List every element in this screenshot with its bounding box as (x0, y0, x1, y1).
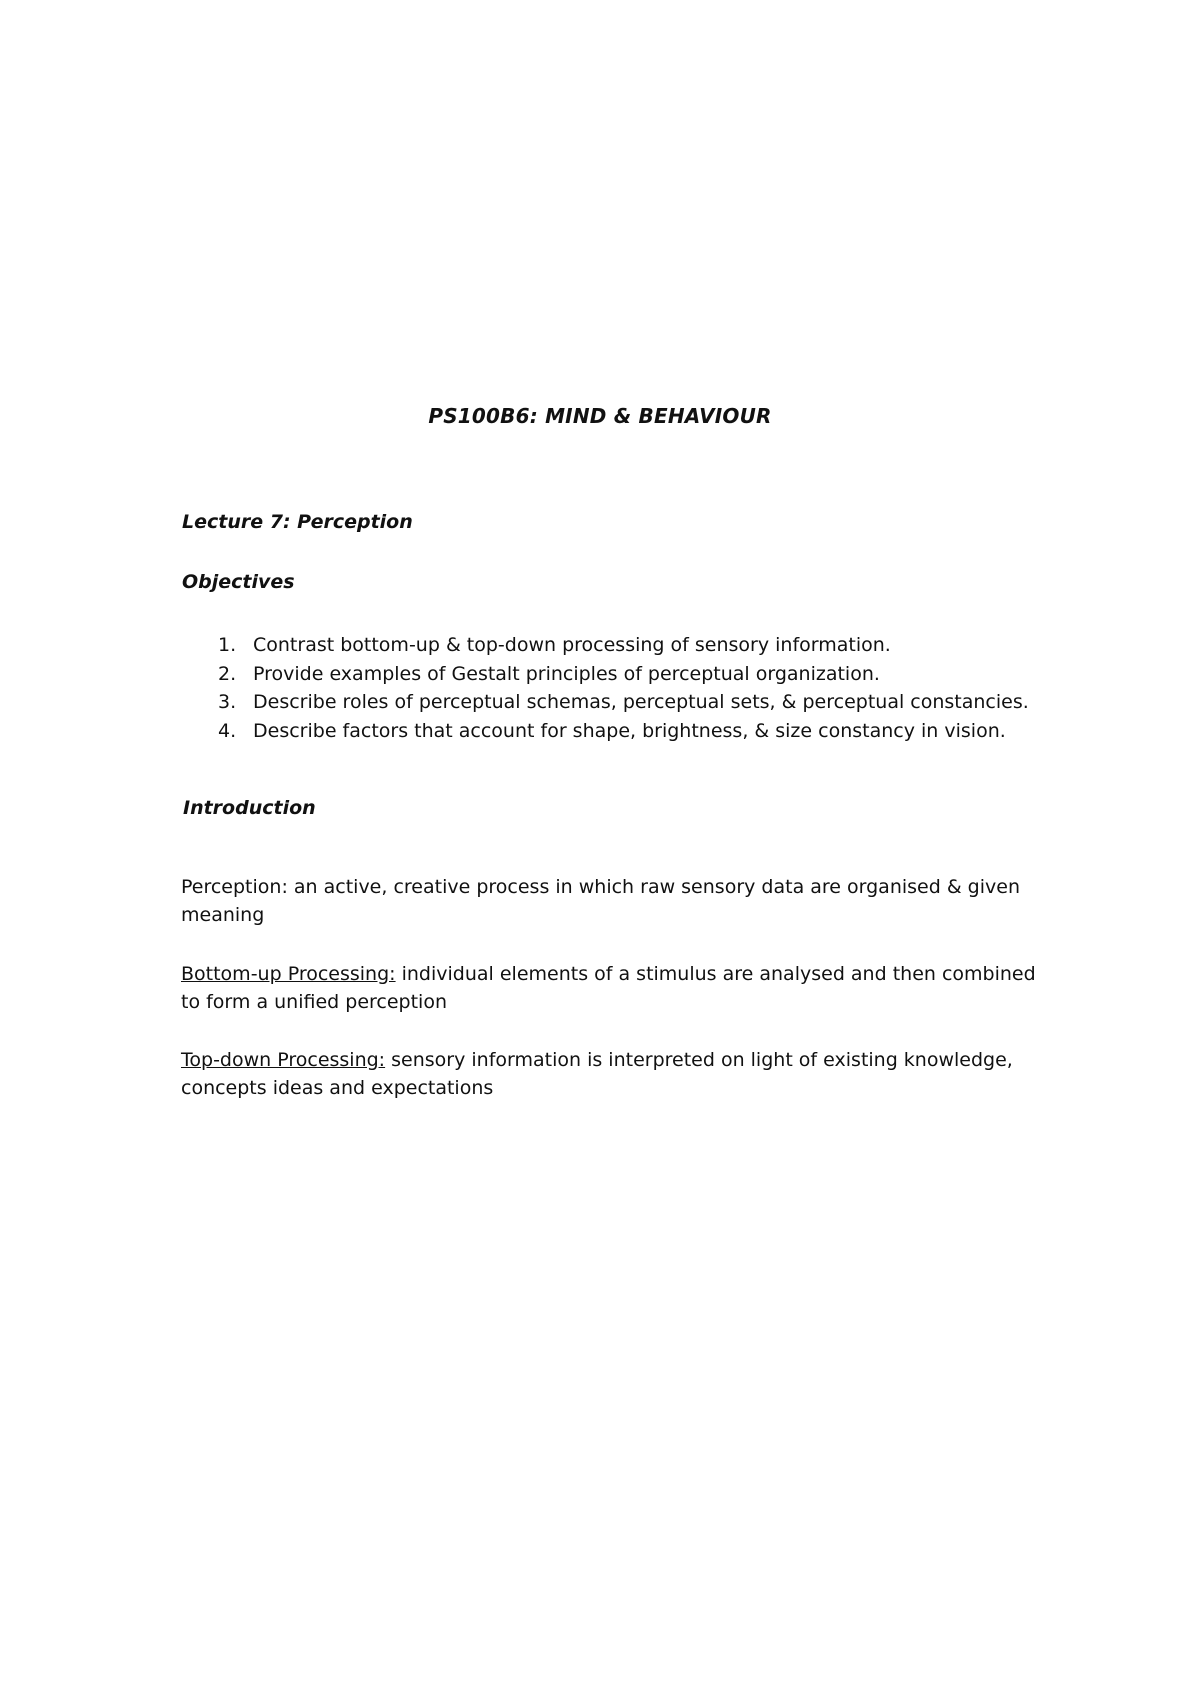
top-down-definition (181, 1046, 1041, 1102)
objective-text: Describe factors that account for shape, brightness, & size constancy in vision. (253, 719, 1006, 742)
introduction-heading: Introduction (183, 797, 316, 819)
lecture-title: Lecture 7: Perception (182, 511, 413, 533)
objective-text: Describe roles of perceptual schemas, perceptual sets, & perceptual constancies. (253, 691, 1029, 713)
course-title: PS100B6: MIND & BEHAVIOUR (428, 404, 772, 428)
objective-number: 1. (218, 634, 237, 656)
top-down-text: sensory information is interpreted on light of existing knowledge, concepts ideas and expectations (181, 1049, 1013, 1099)
objective-number: 4. (218, 719, 237, 742)
objective-number: 3. (218, 691, 237, 713)
objective-text: Provide examples of Gestalt principles of perceptual organization. (253, 662, 880, 685)
bottom-up-text: individual elements of a stimulus are analysed and then combined to form a unified perception (181, 963, 1036, 1013)
objectives-heading: Objectives (182, 571, 295, 593)
objective-text: Contrast bottom-up & top-down processing of sensory information. (253, 634, 891, 656)
top-down-term: Top-down Processing: (181, 1049, 386, 1071)
bottom-up-definition (181, 960, 1041, 1016)
perception-definition: Perception: an active, creative process in which raw sensory data are organised & given meaning (181, 876, 1020, 926)
bottom-up-term: Bottom-up Processing: (181, 963, 396, 985)
objective-number: 2. (218, 662, 237, 685)
